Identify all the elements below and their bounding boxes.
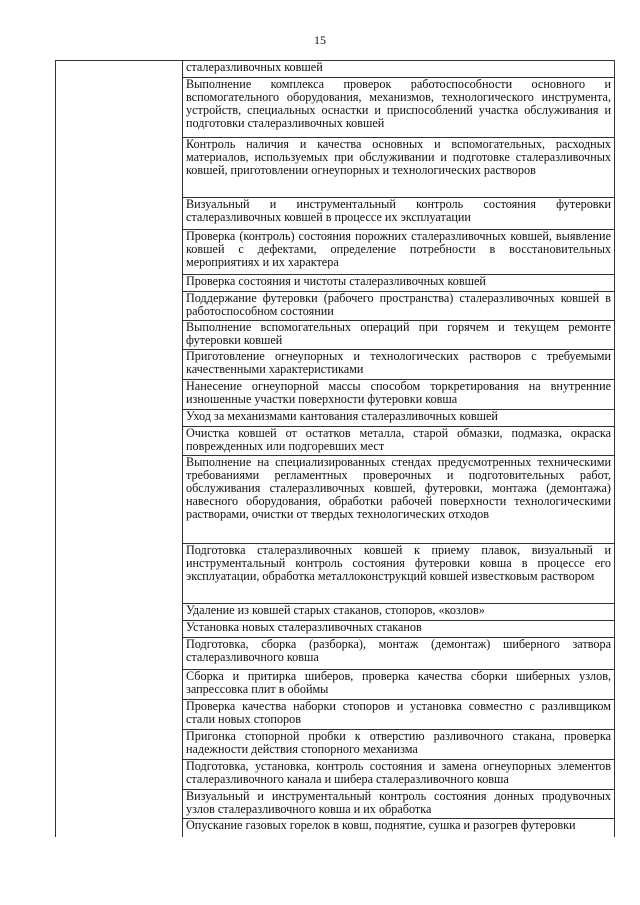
table-row: Проверка состояния и чистоты сталеразливочных ковшей bbox=[183, 275, 614, 292]
table-row: Подготовка сталеразливочных ковшей к приему плавок, визуальный и инструментальный контроль состояния футеровки ковша в процессе его эксплуатации, обработка металлоконструкций ковшей известковым раствором bbox=[183, 544, 614, 604]
table-row: Опускание газовых горелок в ковш, поднятие, сушка и разогрев футеровки bbox=[186, 819, 576, 832]
table-row: Выполнение на специализированных стендах предусмотренных техническими требованиями регламентных проверочных и подготовительных работ, обслуживания сталеразливочных ковшей, футеровки, монтажа (демонтажа) навесного оборудования, обработки рабочей поверхности технологическими растворами, очистки от твердых технологических отходов bbox=[183, 456, 614, 544]
table-row: Сборка и притирка шиберов, проверка качества сборки шиберных узлов, запрессовка плит в обоймы bbox=[183, 670, 614, 700]
table-row: Нанесение огнеупорной массы способом торкретирования на внутренние изношенные участки поверхности футеровки ковша bbox=[183, 380, 614, 410]
table-row: Визуальный и инструментальный контроль состояния донных продувочных узлов сталеразливочного ковша и их обработка bbox=[183, 790, 614, 819]
table-row: Уход за механизмами кантования сталеразливочных ковшей bbox=[183, 410, 614, 427]
table-row: Проверка (контроль) состояния порожних сталеразливочных ковшей, выявление ковшей с дефектами, определение потребности в восстановительных мероприятиях и их характера bbox=[183, 230, 614, 275]
page-number: 15 bbox=[314, 33, 326, 47]
table-row: Очистка ковшей от остатков металла, старой обмазки, подмазка, окраска поврежденных или подгоревших мест bbox=[183, 427, 614, 456]
table-row: Пригонка стопорной пробки к отверстию разливочного стакана, проверка надежности действия стопорного механизма bbox=[183, 730, 614, 760]
table-row: Приготовление огнеупорных и технологических растворов с требуемыми качественными характеристиками bbox=[183, 350, 614, 380]
table-row: Выполнение комплекса проверок работоспособности основного и вспомогательного оборудования, механизмов, технологического инструмента, устройств, специальных оснастки и приспособлений участка обслуживания и подготовки сталеразливочных ковшей bbox=[183, 78, 614, 138]
table-row: Подготовка, сборка (разборка), монтаж (демонтаж) шиберного затвора сталеразливочного ковша bbox=[183, 638, 614, 670]
table-row: Проверка качества наборки стопоров и установка совместно с разливщиком стали новых стопоров bbox=[183, 700, 614, 730]
table-row: Выполнение вспомогательных операций при горячем и текущем ремонте футеровки ковшей bbox=[183, 321, 614, 350]
table-row: сталеразливочных ковшей bbox=[183, 61, 614, 78]
table-row: Подготовка, установка, контроль состояния и замена огнеупорных элементов сталеразливочного канала и шибера сталеразливочного ковша bbox=[183, 760, 614, 790]
table-row: Контроль наличия и качества основных и вспомогательных, расходных материалов, используемых при обслуживании и подготовке сталеразливочных ковшей, приготовлении огнеупорных и технологических растворов bbox=[183, 138, 614, 198]
table-row: Установка новых сталеразливочных стаканов bbox=[183, 621, 614, 638]
table-left-column bbox=[56, 61, 183, 837]
table-rows bbox=[183, 61, 614, 835]
table-row: Визуальный и инструментальный контроль состояния футеровки сталеразливочных ковшей в процессе их эксплуатации bbox=[183, 198, 614, 230]
table-row: Поддержание футеровки (рабочего пространства) сталеразливочных ковшей в работоспособном состоянии bbox=[183, 292, 614, 321]
table-row: Удаление из ковшей старых стаканов, стопоров, «козлов» bbox=[183, 604, 614, 621]
duties-table bbox=[55, 60, 615, 837]
